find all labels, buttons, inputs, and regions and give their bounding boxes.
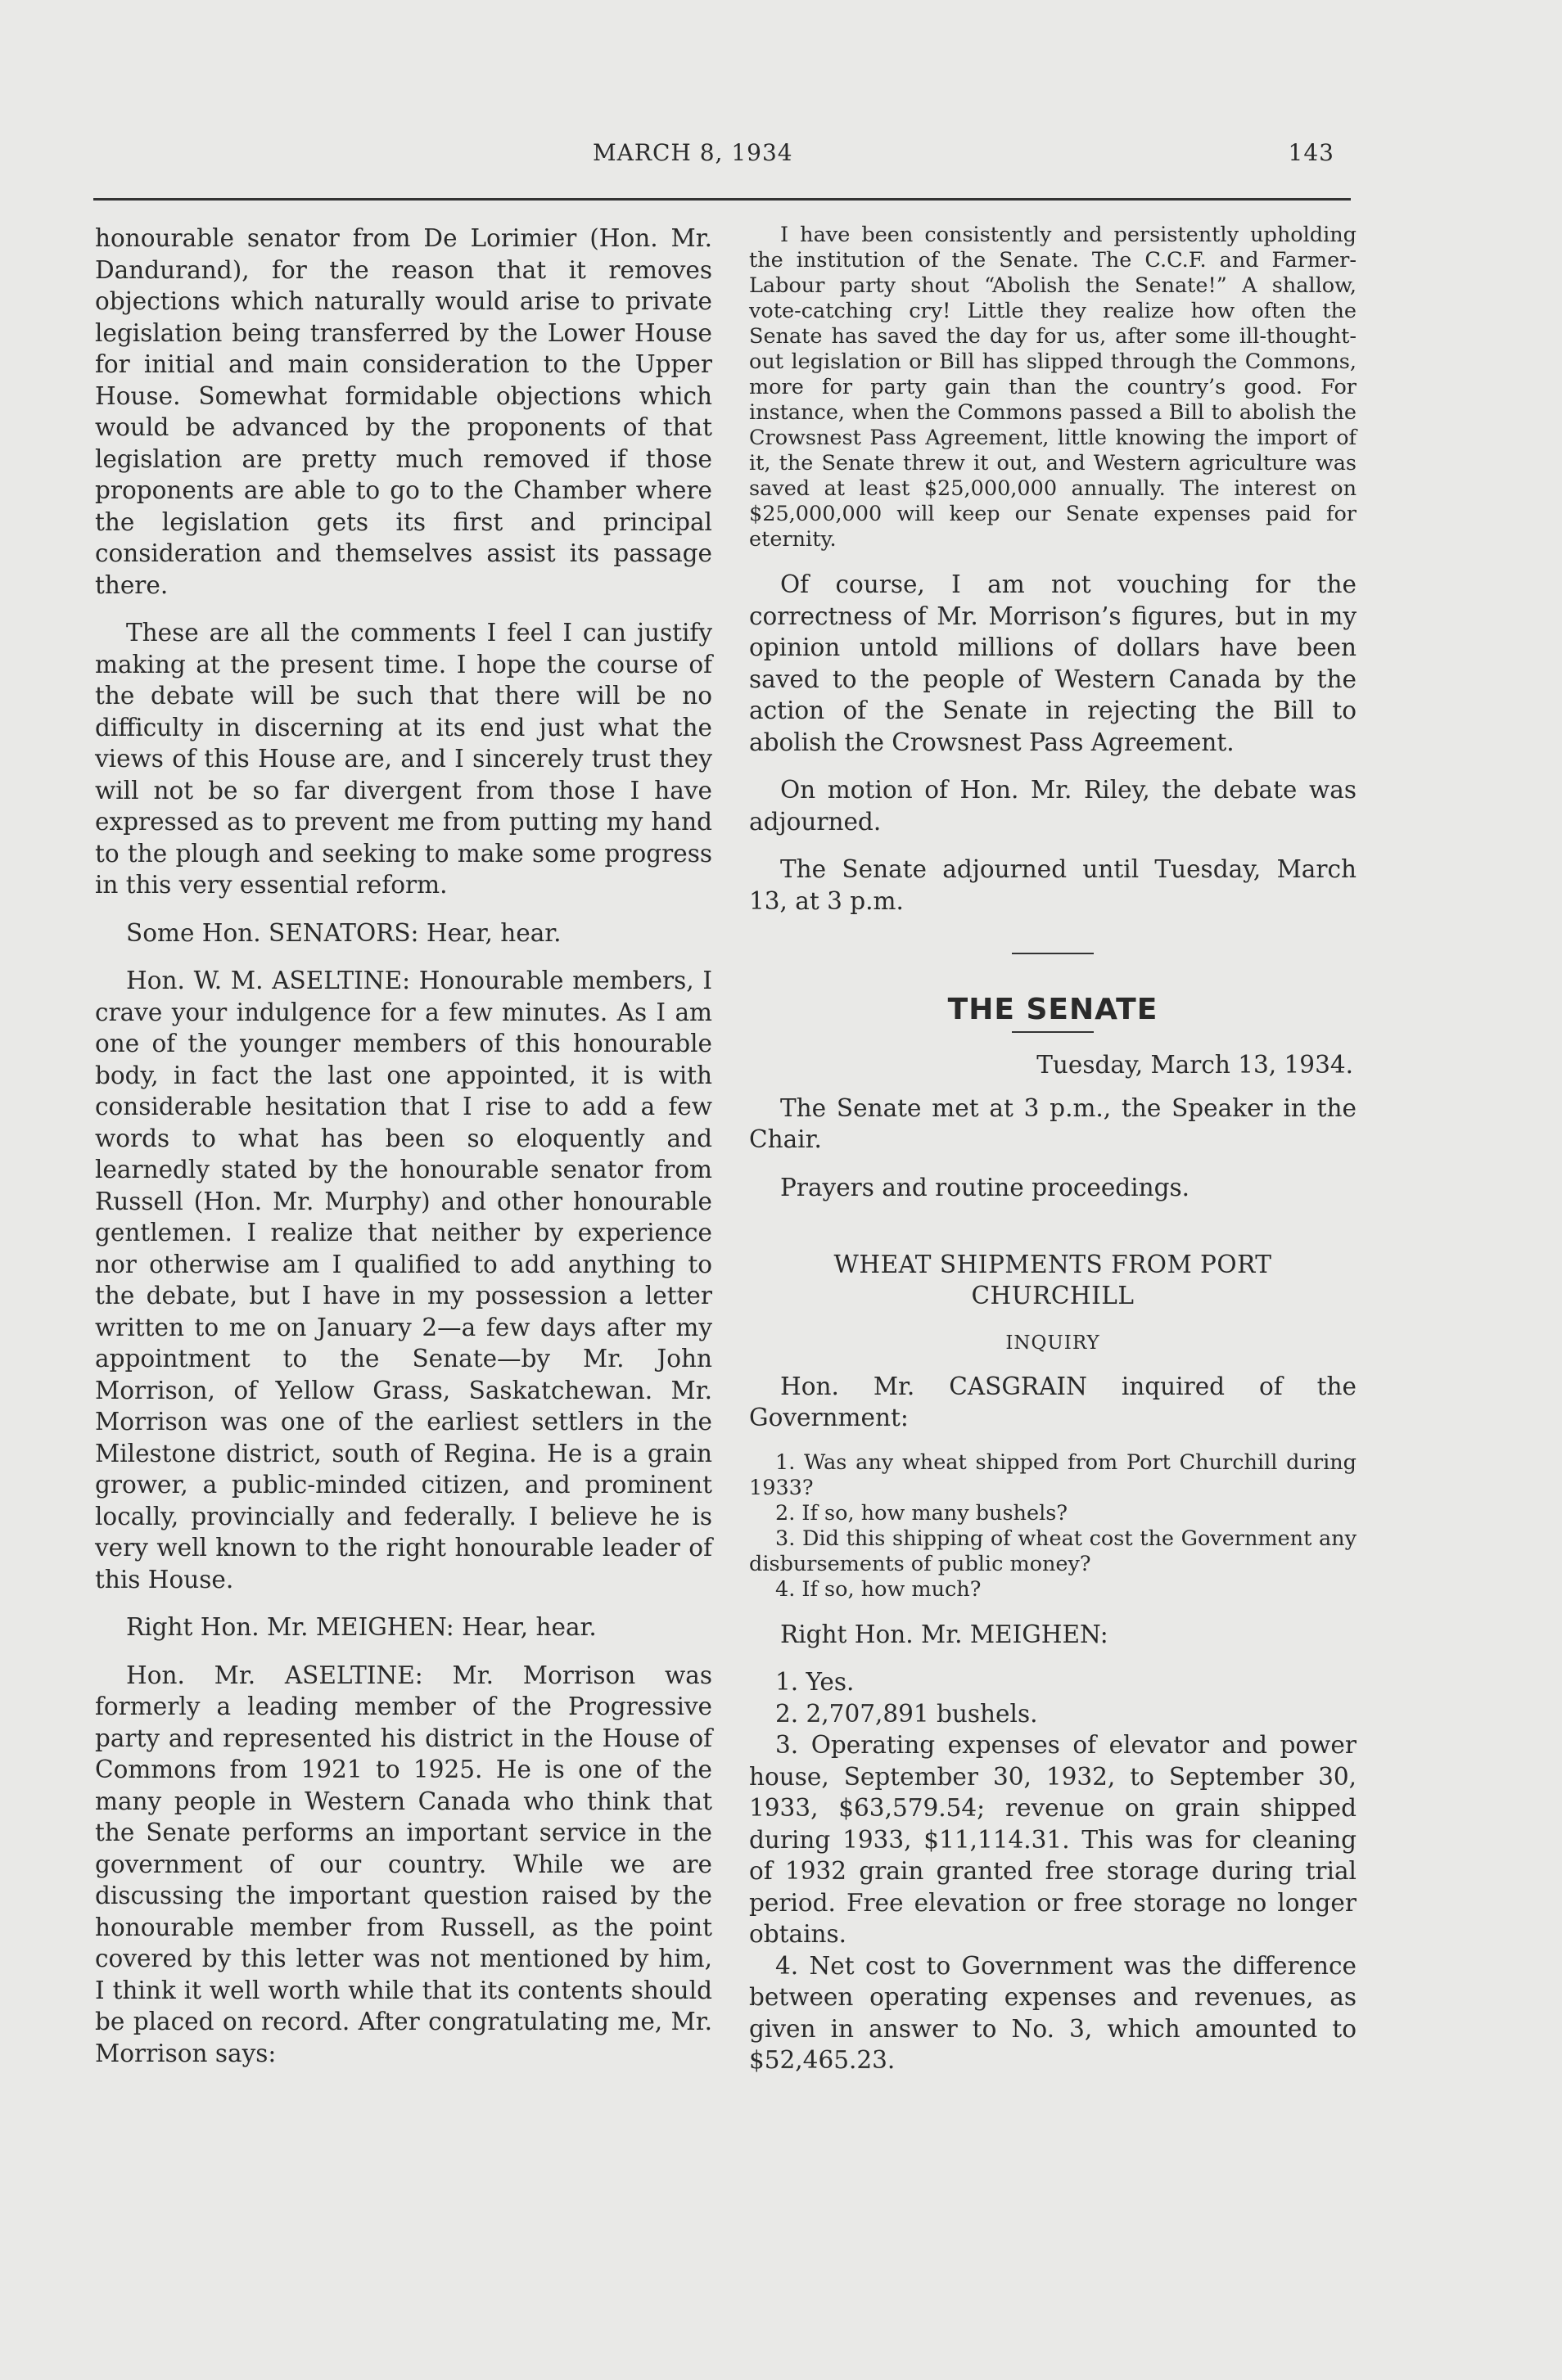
list-item: 2. 2,707,891 bushels.	[775, 1699, 1038, 1728]
quoted-letter: I have been consistently and persistently upholding the institution of the Senate. The C.C.F. and Farmer-Labour party shout “Abolish the Senate!” A shallow, vote-catching cry! Little they realize how often the Senate has saved the day for us, after some ill-thought-out legislation or Bill has slipped through the Commons, more for party gain than the country’s good. For instance, when the Commons passed a Bill to abolish the Crowsnest Pass Agreement, little knowing the import of it, the Senate threw it out, and Western agriculture was saved at least $25,000,000 annually. The interest on $25,000,000 will keep our Senate expenses paid for eternity.	[749, 223, 1357, 552]
section-divider	[1012, 953, 1094, 954]
paragraph: These are all the comments I feel I can justify making at the present time. I hope the course of the debate will be such that there will be no difficulty in discerning at its end just what the views of this House are, and I sincerely trust they will not be so far divergent from those I have expressed as to prevent me from putting my hand to the plough and seeking to make some progress in this very essential reform.	[95, 619, 712, 899]
header-date: MARCH 8, 1934	[593, 139, 793, 166]
question-list	[749, 1450, 1357, 1602]
page-number: 143	[1288, 139, 1334, 166]
paragraph: Right Hon. Mr. MEIGHEN: Hear, hear.	[126, 1613, 597, 1641]
list-item: 1. Yes.	[775, 1668, 855, 1696]
page-header	[93, 139, 1351, 180]
left-column	[95, 223, 712, 2085]
paragraph: Hon. Mr. ASELTINE: Mr. Morrison was formerly a leading member of the Progressive party and represented his district in the House of Commons from 1921 to 1925. He is one of the many people in Western Canada who think that the Senate performs an important service in the government of our country. While we are discussing the important question raised by the honourable member from Russell, as the point covered by this letter was not mentioned by him, I think it well worth while that its contents should be placed on record. After congratulating me, Mr. Morrison says:	[95, 1661, 712, 2067]
inquiry-heading: WHEAT SHIPMENTS FROM PORT CHURCHILL	[833, 1251, 1272, 1309]
inquiry-subheading: INQUIRY	[1005, 1332, 1100, 1354]
paragraph: Right Hon. Mr. MEIGHEN:	[780, 1620, 1108, 1648]
list-item: 4. If so, how much?	[775, 1576, 982, 1602]
section-date: Tuesday, March 13, 1934.	[1036, 1051, 1353, 1079]
paragraph: The Senate adjourned until Tuesday, March 13, at 3 p.m.	[749, 855, 1357, 915]
paragraph: Hon. W. M. ASELTINE: Honourable members, I crave your indulgence for a few minutes. As I am one of the younger members of this honourable body, in fact the last one appointed, it is with considerable hesitation that I rise to add a few words to what has been so eloquently and learnedly stated by the honourable senator from Russell (Hon. Mr. Murphy) and other honourable gentlemen. I realize that neither by experience nor otherwise am I qualified to add anything to the debate, but I have in my possession a letter written to me on January 2—a few days after my appointment to the Senate—by Mr. John Morrison, of Yellow Grass, Saskatchewan. Mr. Morrison was one of the earliest settlers in the Milestone district, south of Regina. He is a grain grower, a public-minded citizen, and prominent locally, provincially and federally. I believe he is very well known to the right honourable leader of this House.	[95, 967, 712, 1593]
section-title: THE SENATE	[947, 993, 1158, 1026]
list-item: 2. If so, how many bushels?	[775, 1500, 1068, 1526]
paragraph: On motion of Hon. Mr. Riley, the debate was adjourned.	[749, 776, 1357, 836]
right-column	[749, 223, 1357, 2093]
paragraph: Some Hon. SENATORS: Hear, hear.	[126, 918, 562, 947]
list-item: 1. Was any wheat shipped from Port Churchill during 1933?	[749, 1449, 1357, 1500]
paragraph: honourable senator from De Lorimier (Hon. Mr. Dandurand), for the reason that it removes objections which naturally would arise to private legislation being transferred by the Lower House for initial and main consideration to the Upper House. Somewhat formidable objections which would be advanced by the proponents of that legislation are pretty much removed if those proponents are able to go to the Chamber where the legislation gets its first and principal consideration and themselves assist its passage there.	[95, 224, 712, 599]
list-item: 3. Operating expenses of elevator and power house, September 30, 1932, to September 30, 1933, $63,579.54; revenue on grain shipped during 1933, $11,114.31. This was for cleaning of 1932 grain granted free storage during trial period. Free elevation or free storage no longer obtains.	[749, 1731, 1357, 1948]
header-rule	[93, 198, 1351, 201]
list-item: 3. Did this shipping of wheat cost the Government any disbursements of public money?	[749, 1526, 1357, 1576]
paragraph: The Senate met at 3 p.m., the Speaker in the Chair.	[749, 1093, 1357, 1153]
title-underline	[1012, 1031, 1094, 1033]
list-item: 4. Net cost to Government was the difference between operating expenses and revenues, as given in answer to No. 3, which amounted to $52,465.23.	[749, 1951, 1357, 2074]
answer-list	[749, 1666, 1357, 2076]
paragraph: Of course, I am not vouching for the correctness of Mr. Morrison’s figures, but in my opinion untold millions of dollars have been saved to the people of Western Canada by the action of the Senate in rejecting the Bill to abolish the Crowsnest Pass Agreement.	[749, 570, 1357, 756]
paragraph: Hon. Mr. CASGRAIN inquired of the Government:	[749, 1372, 1357, 1431]
paragraph: Prayers and routine proceedings.	[780, 1173, 1190, 1201]
